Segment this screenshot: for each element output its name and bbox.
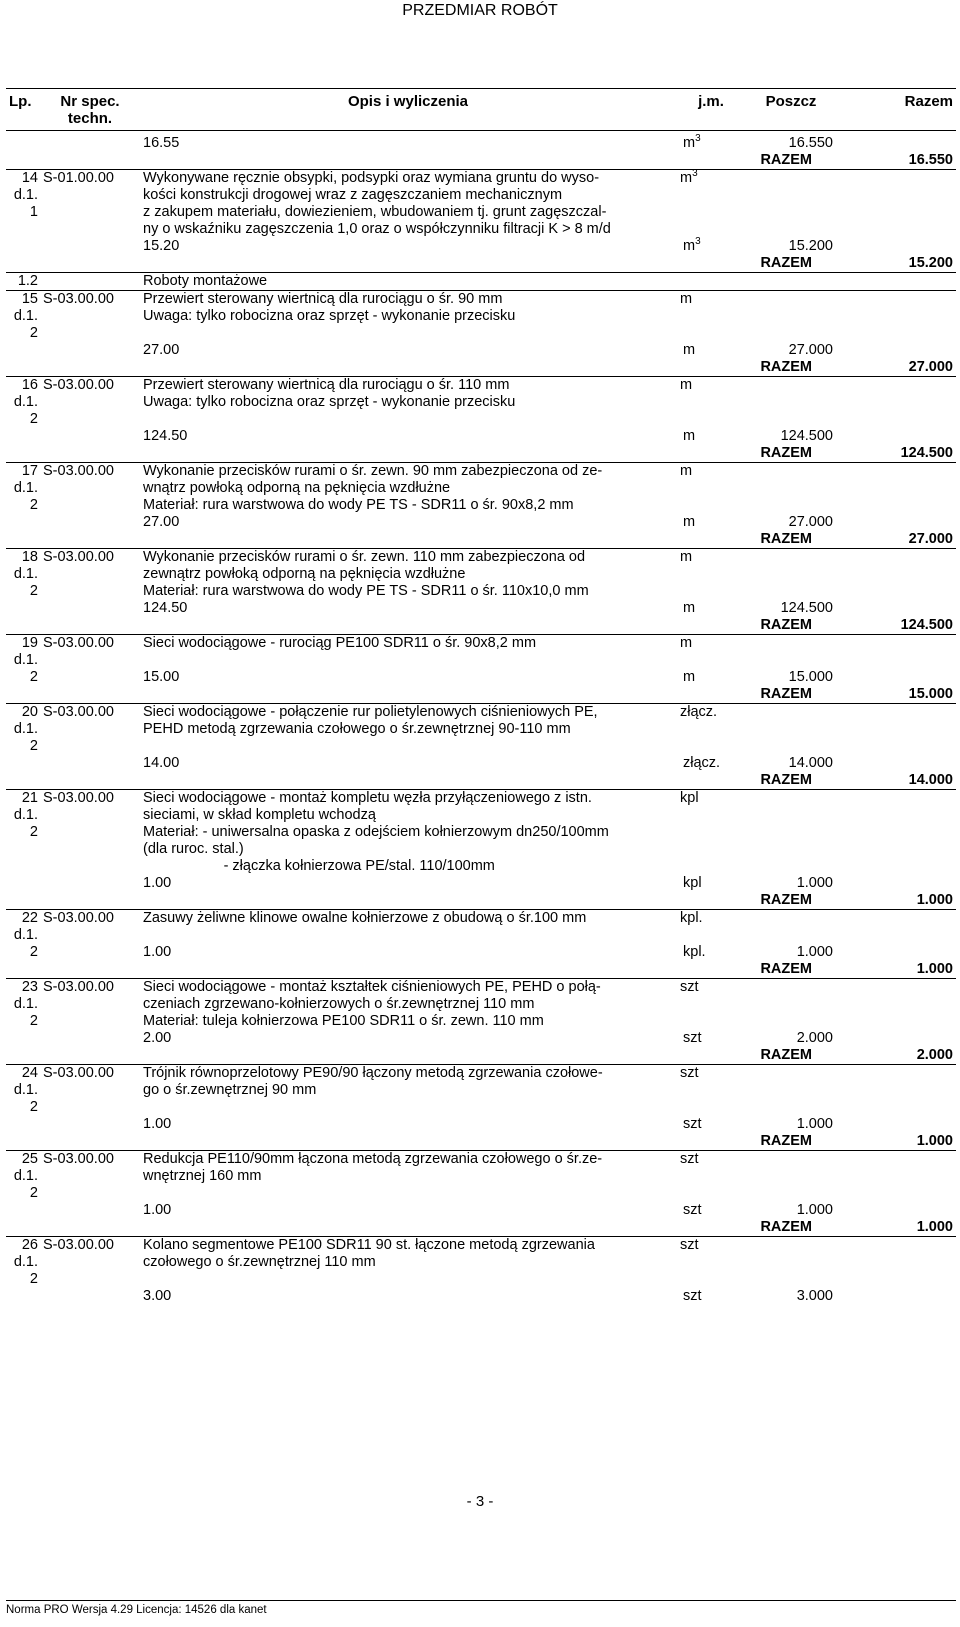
item-qty-row (6, 1202, 956, 1219)
item-poszcz: 27.000 (788, 342, 833, 358)
section-spacer (40, 273, 140, 291)
item-row (6, 635, 956, 653)
item-poszcz-spacer (746, 463, 836, 481)
item-desc-line: z zakupem materiału, dowiezieniem, wbudowaniem tj. grunt zagęszczal- (143, 204, 607, 220)
item-qty-cell (140, 1288, 746, 1305)
item-desc-line: Uwaga: tylko robocizna oraz sprzęt - wykonanie przecisku (143, 394, 516, 410)
item-poszcz: 27.000 (788, 514, 833, 530)
col-header-jm: j.m. (676, 89, 746, 131)
item-desc-row (6, 221, 956, 238)
item-poszcz-spacer (746, 910, 836, 928)
item-poszcz: 14.000 (788, 755, 833, 771)
item-razem-row (6, 445, 956, 463)
item-row (6, 291, 956, 309)
carry-qty-row (6, 131, 956, 153)
item-spec: S-03.00.00 (40, 635, 140, 687)
footer-divider (6, 1600, 956, 1601)
item-qty-unit: kpl (683, 875, 702, 891)
razem-label: RAZEM (676, 617, 836, 635)
item-unit: szt (676, 1065, 746, 1083)
item-desc-line: Sieci wodociągowe - montaż kształtek ciśnieniowych PE, PEHD o połą- (140, 979, 676, 997)
item-poszcz: 3.000 (796, 1288, 833, 1304)
item-desc-line: ny o wskaźniku zagęszczenia 1,0 oraz o współczynniku filtracji K > 8 m/d (143, 221, 611, 237)
item-qty-row (6, 1288, 956, 1305)
item-razem-spacer (836, 1065, 956, 1083)
item-desc-line: (dla ruroc. stal.) (143, 841, 244, 857)
item-desc-line: Materiał: - uniwersalna opaska z odejściem kołnierzowym dn250/100mm (143, 824, 609, 840)
item-razem-spacer (836, 635, 956, 653)
item-qty: 1.00 (143, 1116, 172, 1132)
item-qty: 1.00 (143, 1202, 172, 1218)
item-gap-row (6, 1271, 956, 1288)
item-poszcz-spacer (746, 704, 836, 722)
item-desc-row (6, 1013, 956, 1030)
item-razem-row (6, 1047, 956, 1065)
item-qty-cell (140, 1202, 746, 1219)
item-qty-unit: szt (683, 1030, 702, 1046)
razem-value: 27.000 (836, 531, 956, 549)
razem-value: 1.000 (836, 892, 956, 910)
item-row (6, 1237, 956, 1255)
item-qty-row (6, 875, 956, 892)
item-razem-row (6, 961, 956, 979)
item-razem-spacer (836, 704, 956, 722)
item-qty-row (6, 514, 956, 531)
item-qty-row (6, 428, 956, 445)
item-desc-row (6, 824, 956, 841)
item-gap-row (6, 1099, 956, 1116)
item-unit: m (676, 635, 746, 653)
table-body (6, 131, 956, 1306)
item-qty-cell (140, 875, 746, 892)
item-lp: 14 d.1. 1 (6, 170, 40, 256)
item-qty: 124.50 (143, 600, 188, 616)
item-qty-row (6, 669, 956, 686)
item-desc-line: Wykonanie przecisków rurami o śr. zewn. 110 mm zabezpieczona od (140, 549, 676, 567)
item-qty: 27.00 (143, 342, 180, 358)
item-poszcz-spacer (746, 1237, 836, 1255)
item-qty-row (6, 1030, 956, 1047)
section-number: 1.2 (6, 273, 40, 291)
item-razem-row (6, 359, 956, 377)
item-unit: kpl (676, 790, 746, 808)
item-desc-line: Przewiert sterowany wiertnicą dla rurociągu o śr. 110 mm (140, 377, 676, 395)
razem-label: RAZEM (676, 445, 836, 463)
item-desc-line: Przewiert sterowany wiertnicą dla rurociągu o śr. 90 mm (140, 291, 676, 309)
item-gap-row (6, 325, 956, 342)
item-desc-line: kości konstrukcji drogowej wraz z zagęszczaniem mechanicznym (143, 187, 563, 203)
item-lp: 18 d.1. 2 (6, 549, 40, 618)
item-qty-unit: kpl. (683, 944, 706, 960)
item-poszcz: 1.000 (796, 944, 833, 960)
item-desc-line: PEHD metodą zgrzewania czołowego o śr.zewnętrznej 90-110 mm (143, 721, 571, 737)
item-poszcz: 15.000 (788, 669, 833, 685)
item-razem-row (6, 255, 956, 273)
item-spec: S-03.00.00 (40, 790, 140, 893)
item-desc-row (6, 841, 956, 858)
item-qty-cell (140, 669, 746, 686)
item-qty-cell (140, 342, 746, 359)
item-qty-cell (140, 600, 746, 617)
section-row (6, 273, 956, 291)
item-qty-unit: szt (683, 1202, 702, 1218)
item-qty: 15.20 (143, 238, 180, 254)
document-title: PRZEDMIAR ROBÓT (402, 2, 558, 19)
item-spec: S-03.00.00 (40, 549, 140, 618)
item-desc-row (6, 721, 956, 738)
item-desc-row (6, 204, 956, 221)
item-poszcz: 124.500 (780, 600, 833, 616)
item-qty-row (6, 1116, 956, 1133)
item-poszcz: 2.000 (796, 1030, 833, 1046)
item-row (6, 910, 956, 928)
item-qty-unit: szt (683, 1116, 702, 1132)
razem-label: RAZEM (676, 1219, 836, 1237)
item-desc-line: Sieci wodociągowe - rurociąg PE100 SDR11 o śr. 90x8,2 mm (140, 635, 676, 653)
item-razem-row (6, 1219, 956, 1237)
razem-value: 2.000 (836, 1047, 956, 1065)
item-desc-line: zewnątrz powłoką odporną na pęknięcia wzdłużne (143, 566, 466, 582)
item-row (6, 1151, 956, 1169)
razem-label: RAZEM (676, 152, 836, 170)
item-qty: 1.00 (143, 875, 172, 891)
item-desc-line: Trójnik równoprzelotowy PE90/90 łączony metodą zgrzewania czołowe- (140, 1065, 676, 1083)
razem-label: RAZEM (676, 892, 836, 910)
item-razem-spacer (836, 1151, 956, 1169)
item-lp: 26 d.1. 2 (6, 1237, 40, 1306)
item-desc-line: Wykonanie przecisków rurami o śr. zewn. 90 mm zabezpieczona od ze- (140, 463, 676, 481)
item-unit: szt (676, 979, 746, 997)
item-qty-cell (140, 1116, 746, 1133)
item-qty-unit: złącz. (683, 755, 721, 771)
razem-label: RAZEM (676, 255, 836, 273)
item-unit: m (676, 291, 746, 309)
item-gap-row (6, 652, 956, 669)
item-lp: 16 d.1. 2 (6, 377, 40, 446)
item-razem-spacer (836, 979, 956, 997)
item-desc-row (6, 394, 956, 411)
item-unit: kpl. (676, 910, 746, 928)
item-qty-cell (140, 514, 746, 531)
item-lp: 24 d.1. 2 (6, 1065, 40, 1134)
col-header-lp: Lp. (6, 89, 40, 131)
item-row (6, 1065, 956, 1083)
item-qty: 2.00 (143, 1030, 172, 1046)
item-desc-line: Redukcja PE110/90mm łączona metodą zgrzewania czołowego o śr.ze- (140, 1151, 676, 1169)
item-qty-row (6, 600, 956, 617)
item-razem-spacer (836, 170, 956, 188)
item-spec: S-01.00.00 (40, 170, 140, 256)
item-spec: S-03.00.00 (40, 1237, 140, 1306)
page-number: - 3 - (466, 1493, 494, 1510)
item-desc-row (6, 480, 956, 497)
item-gap-row (6, 738, 956, 755)
item-poszcz-spacer (746, 1151, 836, 1169)
item-row (6, 170, 956, 188)
item-unit: m (676, 463, 746, 481)
item-razem-row (6, 1133, 956, 1151)
item-qty-unit: m (683, 342, 696, 358)
item-spec: S-03.00.00 (40, 463, 140, 532)
item-razem-spacer (836, 463, 956, 481)
item-desc-row (6, 497, 956, 514)
razem-value: 124.500 (836, 617, 956, 635)
item-gap-row (6, 411, 956, 428)
item-poszcz-spacer (746, 635, 836, 653)
item-poszcz-spacer (746, 549, 836, 567)
item-poszcz: 1.000 (796, 875, 833, 891)
razem-value: 16.550 (836, 152, 956, 170)
item-lp: 21 d.1. 2 (6, 790, 40, 893)
item-razem-spacer (836, 549, 956, 567)
item-desc-row (6, 1082, 956, 1099)
item-gap-row (6, 1185, 956, 1202)
item-poszcz-spacer (746, 170, 836, 188)
item-spec: S-03.00.00 (40, 704, 140, 773)
razem-value: 1.000 (836, 961, 956, 979)
item-razem-row (6, 531, 956, 549)
item-desc-line: Uwaga: tylko robocizna oraz sprzęt - wykonanie przecisku (143, 308, 516, 324)
item-qty: 3.00 (143, 1288, 172, 1304)
item-qty-unit: m (683, 600, 696, 616)
col-header-razem: Razem (836, 89, 956, 131)
item-qty: 124.50 (143, 428, 188, 444)
item-razem-spacer (836, 910, 956, 928)
carry-razem-row (6, 152, 956, 170)
item-lp: 20 d.1. 2 (6, 704, 40, 773)
item-qty-unit: m (683, 428, 696, 444)
carry-unit: $m^3$ (683, 133, 701, 151)
item-poszcz-spacer (746, 979, 836, 997)
item-poszcz: 1.000 (796, 1202, 833, 1218)
item-desc-line: Sieci wodociągowe - połączenie rur polietylenowych ciśnieniowych PE, (140, 704, 676, 722)
item-desc-row (6, 187, 956, 204)
item-row (6, 704, 956, 722)
item-poszcz: 15.200 (788, 238, 833, 254)
footer-license: Norma PRO Wersja 4.29 Licencja: 14526 dla kanet (6, 1604, 267, 1616)
item-lp: 23 d.1. 2 (6, 979, 40, 1048)
col-header-nr-spec: Nr spec. techn. (40, 89, 140, 131)
razem-label: RAZEM (676, 686, 836, 704)
razem-label: RAZEM (676, 531, 836, 549)
item-qty-cell (140, 944, 746, 961)
item-qty-row (6, 755, 956, 772)
item-qty-unit: szt (683, 1288, 702, 1304)
item-gap-row (6, 927, 956, 944)
item-unit: szt (676, 1237, 746, 1255)
item-unit: m (676, 377, 746, 395)
item-desc-line: Sieci wodociągowe - montaż kompletu węzła przyłączeniowego z istn. (140, 790, 676, 808)
item-desc-line: Kolano segmentowe PE100 SDR11 90 st. łączone metodą zgrzewania (140, 1237, 676, 1255)
carry-poszcz: 16.550 (788, 135, 833, 151)
razem-label: RAZEM (676, 772, 836, 790)
item-razem-spacer (836, 790, 956, 808)
item-razem-row (6, 892, 956, 910)
item-unit: szt (676, 1151, 746, 1169)
item-desc-line: Materiał: tuleja kołnierzowa PE100 SDR11 o śr. zewn. 110 mm (143, 1013, 544, 1029)
item-desc-line: czołowego o śr.zewnętrznej 110 mm (143, 1254, 376, 1270)
col-header-poszcz: Poszcz (746, 89, 836, 131)
item-poszcz: 1.000 (796, 1116, 833, 1132)
item-lp: 22 d.1. 2 (6, 910, 40, 962)
item-row (6, 549, 956, 567)
item-desc-line: Zasuwy żeliwne klinowe owalne kołnierzowe z obudową o śr.100 mm (140, 910, 676, 928)
item-desc-line: wnętrznej 160 mm (143, 1168, 262, 1184)
estimate-table (6, 88, 956, 1305)
item-lp: 25 d.1. 2 (6, 1151, 40, 1220)
item-qty: 1.00 (143, 944, 172, 960)
col-header-opis: Opis i wyliczenia (140, 89, 676, 131)
item-unit: złącz. (676, 704, 746, 722)
item-desc-row (6, 566, 956, 583)
item-desc-line: Wykonywane ręcznie obsypki, podsypki oraz wymiana gruntu do wyso- (140, 170, 676, 188)
item-poszcz-spacer (746, 377, 836, 395)
item-qty: 14.00 (143, 755, 180, 771)
item-spec: S-03.00.00 (40, 979, 140, 1048)
carry-qty: 16.55 (143, 135, 180, 151)
item-desc-line: czeniach zgrzewano-kołnierzowych o śr.zewnętrznej 110 mm (143, 996, 535, 1012)
item-razem-spacer (836, 291, 956, 309)
item-qty-unit: $m^3$ (683, 236, 701, 254)
item-desc-line: - złączka kołnierzowa PE/stal. 110/100mm (143, 858, 495, 874)
item-desc-row (6, 1168, 956, 1185)
item-spec: S-03.00.00 (40, 291, 140, 360)
item-unit: m (676, 549, 746, 567)
item-desc-row (6, 583, 956, 600)
razem-value: 27.000 (836, 359, 956, 377)
item-row (6, 377, 956, 395)
item-qty-unit: m (683, 514, 696, 530)
item-razem-spacer (836, 1237, 956, 1255)
item-qty-row (6, 238, 956, 255)
item-qty-row (6, 342, 956, 359)
item-qty-row (6, 944, 956, 961)
item-lp: 17 d.1. 2 (6, 463, 40, 532)
item-spec: S-03.00.00 (40, 910, 140, 962)
item-unit: $m^3$ (676, 170, 746, 188)
item-spec: S-03.00.00 (40, 1151, 140, 1220)
item-row (6, 979, 956, 997)
item-qty-cell (140, 238, 746, 255)
item-qty-cell (140, 428, 746, 445)
razem-value: 124.500 (836, 445, 956, 463)
item-desc-row (6, 858, 956, 875)
item-razem-row (6, 617, 956, 635)
item-poszcz-spacer (746, 291, 836, 309)
item-razem-row (6, 686, 956, 704)
table-header-row (6, 89, 956, 131)
item-qty: 15.00 (143, 669, 180, 685)
item-qty-unit: m (683, 669, 696, 685)
item-lp: 19 d.1. 2 (6, 635, 40, 687)
item-row (6, 463, 956, 481)
item-desc-line: Materiał: rura warstwowa do wody PE TS - SDR11 o śr. 90x8,2 mm (143, 497, 574, 513)
razem-label: RAZEM (676, 961, 836, 979)
razem-label: RAZEM (676, 1133, 836, 1151)
item-desc-row (6, 1254, 956, 1271)
razem-value: 1.000 (836, 1219, 956, 1237)
item-poszcz-spacer (746, 790, 836, 808)
item-poszcz: 124.500 (780, 428, 833, 444)
item-desc-row (6, 996, 956, 1013)
item-qty: 27.00 (143, 514, 180, 530)
razem-label: RAZEM (676, 1047, 836, 1065)
section-title: Roboty montażowe (140, 273, 956, 291)
item-desc-line: Materiał: rura warstwowa do wody PE TS - SDR11 o śr. 110x10,0 mm (143, 583, 589, 599)
item-lp: 15 d.1. 2 (6, 291, 40, 360)
item-razem-row (6, 772, 956, 790)
item-desc-line: sieciami, w skład kompletu wchodzą (143, 807, 376, 823)
estimate-table-wrap (6, 88, 956, 1305)
item-row (6, 790, 956, 808)
item-desc-row (6, 807, 956, 824)
item-spec: S-03.00.00 (40, 1065, 140, 1134)
item-poszcz-spacer (746, 1065, 836, 1083)
razem-value: 14.000 (836, 772, 956, 790)
item-qty-cell (140, 755, 746, 772)
item-spec: S-03.00.00 (40, 377, 140, 446)
razem-value: 15.200 (836, 255, 956, 273)
item-desc-row (6, 308, 956, 325)
item-desc-line: go o śr.zewnętrznej 90 mm (143, 1082, 317, 1098)
razem-label: RAZEM (676, 359, 836, 377)
razem-value: 1.000 (836, 1133, 956, 1151)
razem-value: 15.000 (836, 686, 956, 704)
item-desc-line: wnątrz powłoką odporną na pęknięcia wzdłużne (143, 480, 451, 496)
item-razem-spacer (836, 377, 956, 395)
item-qty-cell (140, 1030, 746, 1047)
